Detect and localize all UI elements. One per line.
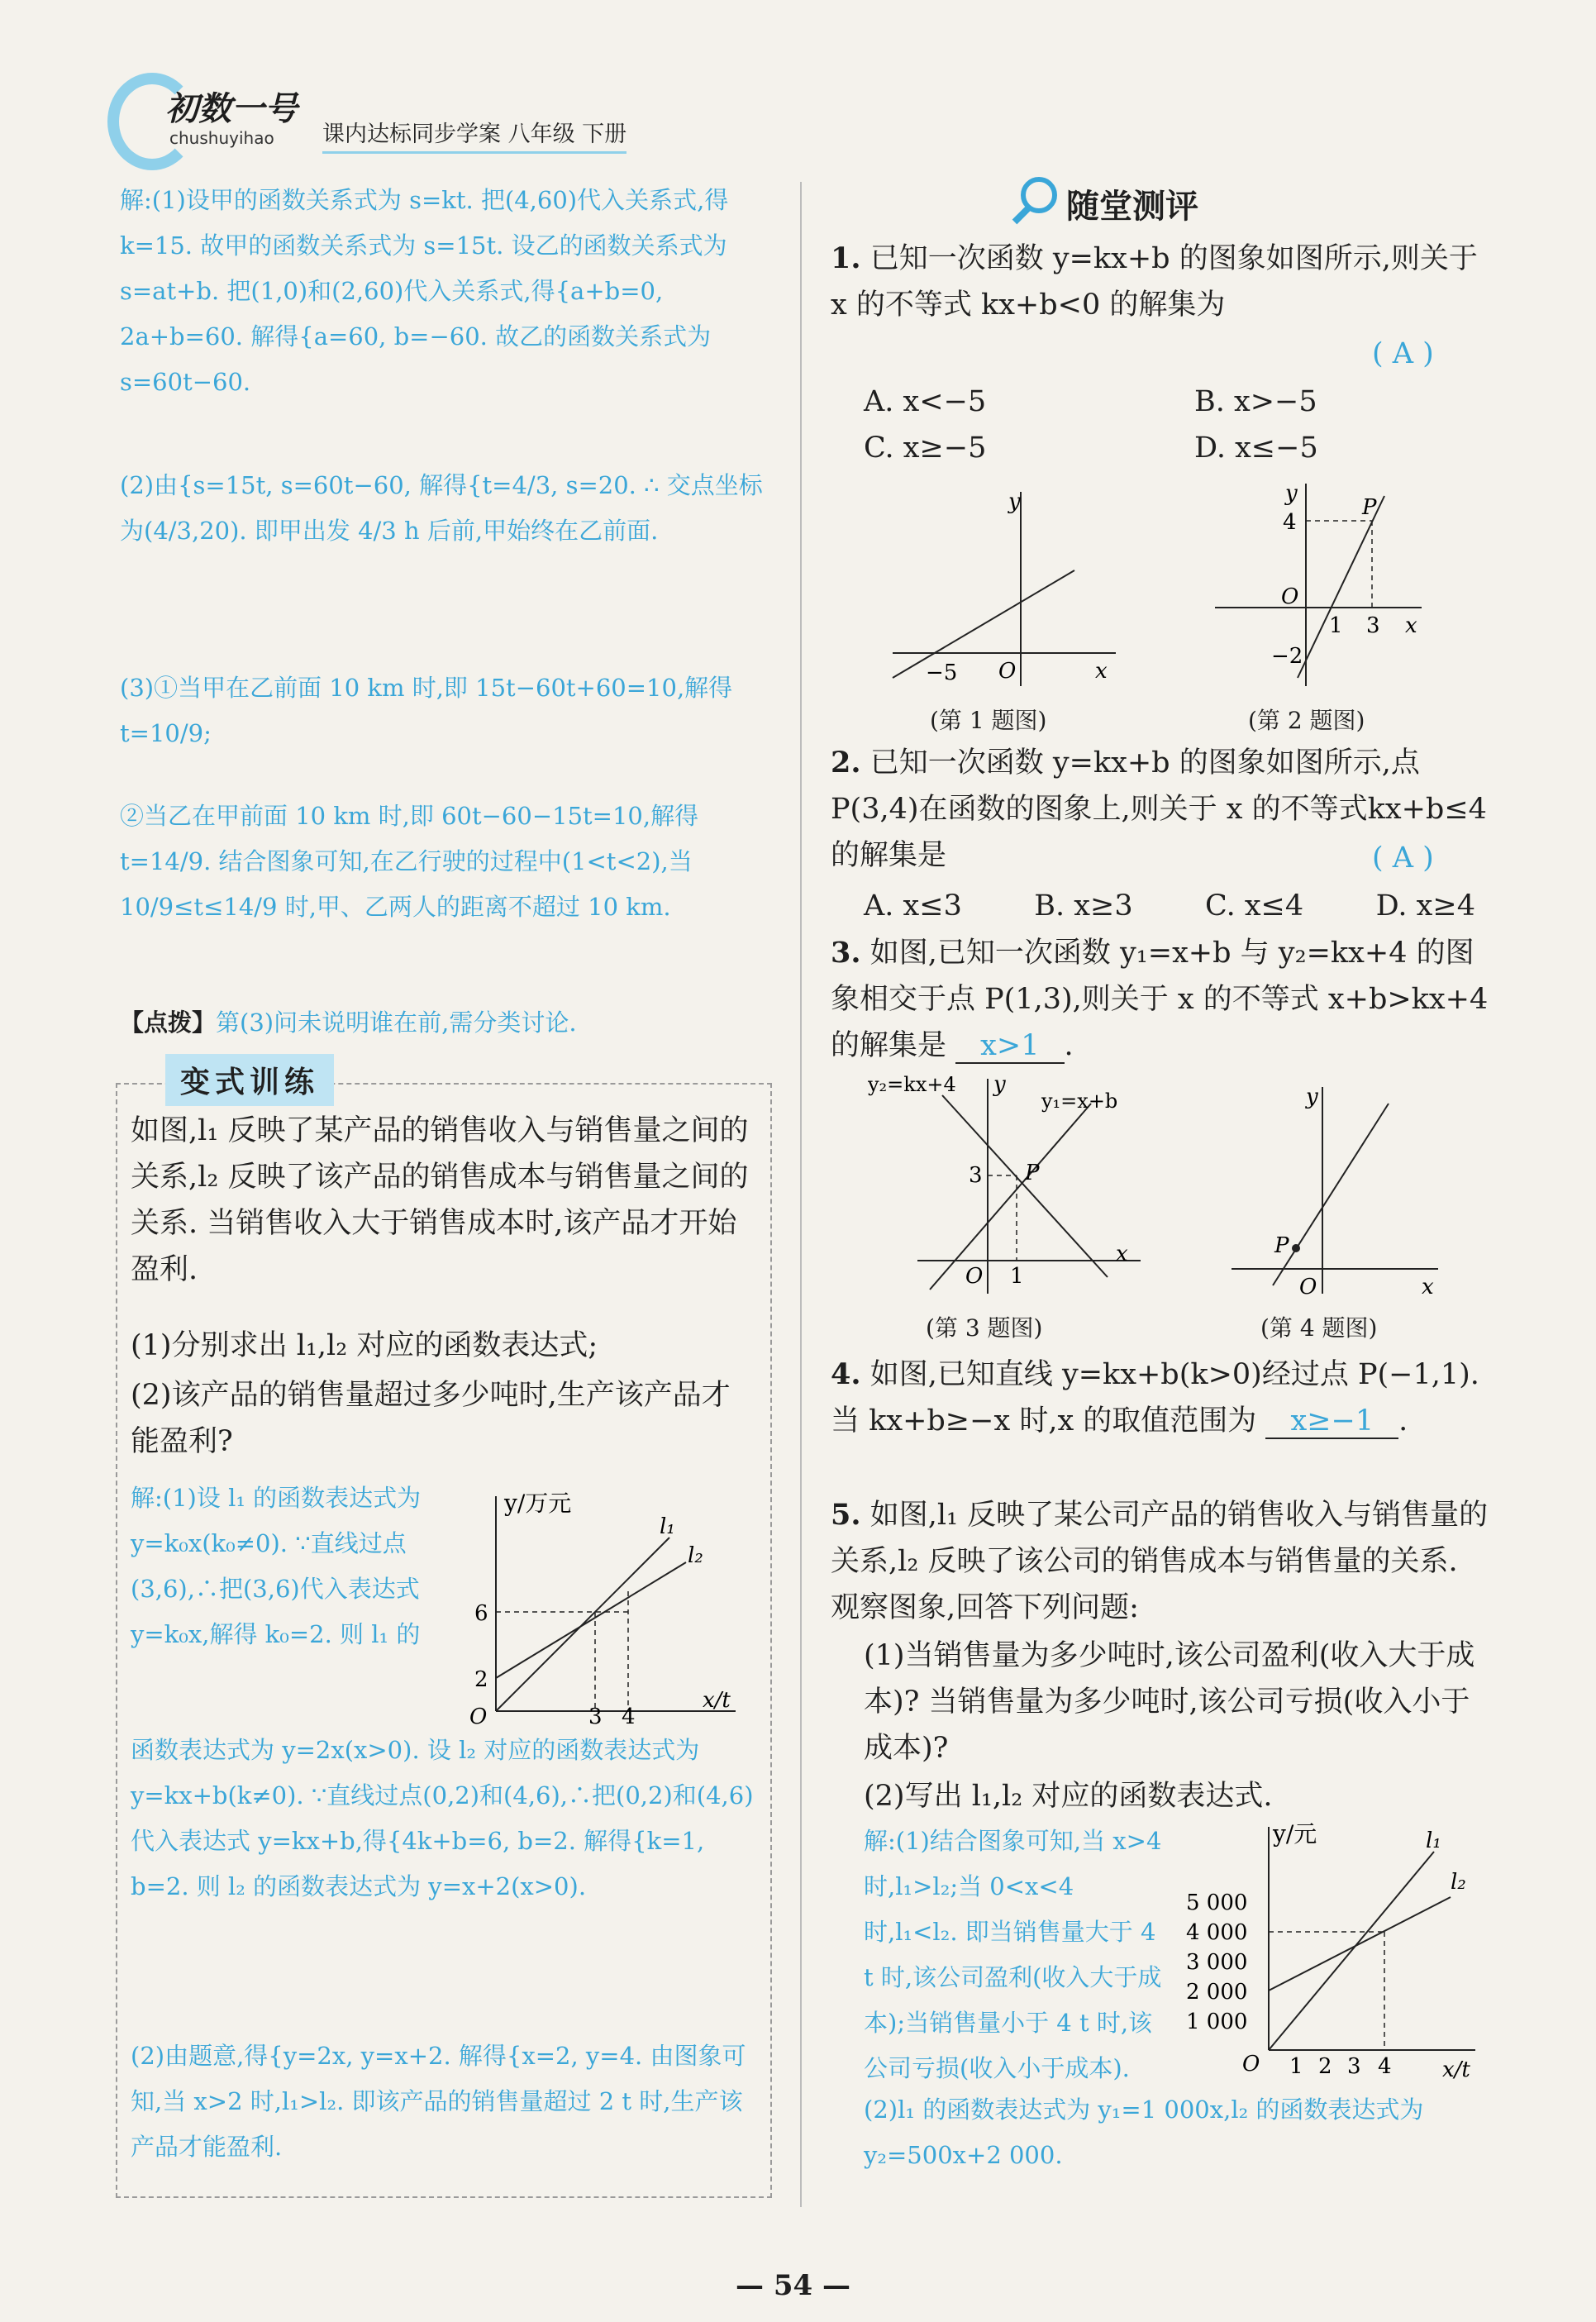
fig5-xlabel: x/t: [1442, 2057, 1470, 2082]
variant-figure: [463, 1488, 744, 1728]
figure-5: [1178, 1819, 1492, 2083]
header-subtitle: 课内达标同步学案 八年级 下册: [322, 116, 626, 154]
question-2-options: [864, 883, 1475, 929]
fig2-tick-3: 3: [1366, 613, 1380, 638]
fig5-origin: O: [1242, 2052, 1260, 2076]
question-2-text: 已知一次函数 y=kx+b 的图象如图所示,点P(3,4)在函数的图象上,则关于 x 的不等式kx+b≤4 的解集是: [831, 746, 1487, 872]
fig2-tick-4: 4: [1283, 510, 1297, 535]
variant-ylabel: y/万元: [504, 1490, 572, 1517]
q1-option-d: D. x≤−5: [1194, 432, 1318, 465]
question-5-number: 5.: [831, 1498, 861, 1532]
column-divider: [800, 182, 802, 2207]
figure-3-caption: (第 3 题图): [926, 1314, 1043, 1342]
fig2-y-label: y: [1285, 481, 1298, 506]
question-1-text: 已知一次函数 y=kx+b 的图象如图所示,则关于 x 的不等式 kx+b<0 的解集为: [831, 242, 1478, 322]
fig5-tick-x1: 1: [1289, 2054, 1303, 2079]
figure-1: [884, 488, 1124, 694]
fig5-tick-2000: 2 000: [1186, 1980, 1248, 2005]
variant-l2-label: l₂: [688, 1543, 703, 1568]
fig5-tick-4000: 4 000: [1186, 1920, 1248, 1945]
q2-option-d: D. x≥4: [1375, 889, 1475, 923]
question-3-text: 如图,已知一次函数 y₁=x+b 与 y₂=kx+4 的图象相交于点 P(1,3),则关于 x 的不等式 x+b>kx+4 的解集是: [831, 937, 1489, 1062]
question-3: 3. 如图,已知一次函数 y₁=x+b 与 y₂=kx+4 的图象相交于点 P(1,3),则关于 x 的不等式 x+b>kx+4 的解集是 x>1 .: [831, 936, 1489, 1062]
question-4-text: 如图,已知直线 y=kx+b(k>0)经过点 P(−1,1). 当 kx+b≥−x 时,x 的取值范围为: [831, 1358, 1479, 1438]
q1-option-c: C. x≥−5: [864, 432, 987, 465]
variant-answer-2: 函数表达式为 y=2x(x>0). 设 l₂ 对应的函数表达式为 y=kx+b(k≠0). ∵直线过点(0,2)和(4,6),∴把(0,2)和(4,6)代入表达式 y=kx+b,得{4k+b=6, b=2. 解得{k=1, b=2. 则 l₂ 的函数表达式为 y=x+2(x>0).: [131, 1736, 754, 1901]
figure-3: [868, 1070, 1149, 1302]
variant-xlabel: x/t: [703, 1688, 731, 1713]
figure-2: [1207, 479, 1430, 694]
tip-text: 第(3)问未说明谁在前,需分类讨论.: [216, 1008, 577, 1037]
question-1-answer: ( A ): [1372, 337, 1434, 370]
question-5-part2: (2)写出 l₁,l₂ 对应的函数表达式.: [864, 1780, 1273, 1813]
variant-tick-4: 4: [622, 1705, 636, 1728]
fig3-tick-3: 3: [969, 1163, 983, 1188]
variant-tick-6: 6: [474, 1601, 488, 1626]
tip-label: 【点拨】: [120, 1008, 217, 1037]
variant-question: 如图,l₁ 反映了某产品的销售收入与销售量之间的关系,l₂ 反映了该产品的销售成本与销售量之间的关系. 当销售收入大于销售成本时,该产品才开始盈利.: [131, 1114, 749, 1286]
figure-4: [1223, 1083, 1446, 1302]
solution-part2: (2)由{s=15t, s=60t−60, 解得{t=4/3, s=20. ∴ 交点坐标为(4/3,20). 即甲出发 4/3 h 后前,甲始终在乙前面.: [120, 471, 763, 546]
solution-part3: (3)①当甲在乙前面 10 km 时,即 15t−60t+60=10,解得 t=10/9;: [120, 674, 733, 748]
fig1-line: [893, 570, 1074, 678]
q1-option-a: A. x<−5: [864, 385, 987, 418]
variant-l1-label: l₁: [660, 1514, 675, 1539]
fig5-line-l2: [1269, 1897, 1451, 1991]
fig3-origin: O: [965, 1264, 984, 1289]
fig5-tick-x2: 2: [1318, 2054, 1332, 2079]
figure-2-caption: (第 2 题图): [1248, 707, 1365, 734]
question-3-number: 3.: [831, 936, 861, 970]
question-2-answer: ( A ): [1372, 842, 1434, 875]
question-5: [831, 1492, 1492, 1631]
answer-5-part2: (2)l₁ 的函数表达式为 y₁=1 000x,l₂ 的函数表达式为 y₂=500x+2 000.: [864, 2096, 1424, 2170]
fig5-tick-1000: 1 000: [1186, 2010, 1248, 2034]
figure-4-caption: (第 4 题图): [1260, 1314, 1378, 1342]
fig5-ylabel: y/元: [1273, 1820, 1317, 1848]
question-4: 4. 如图,已知直线 y=kx+b(k>0)经过点 P(−1,1). 当 kx+b≥−x 时,x 的取值范围为 x≥−1 .: [831, 1357, 1479, 1438]
fig1-origin: O: [998, 659, 1017, 684]
fig1-y-label: y: [1008, 489, 1021, 514]
variant-tick-2: 2: [474, 1667, 488, 1692]
question-1: [831, 236, 1492, 328]
tip-line: [120, 1000, 773, 1046]
question-1-number: 1.: [831, 241, 861, 275]
fig5-tick-3000: 3 000: [1186, 1950, 1248, 1975]
fig2-point-p: P: [1362, 495, 1377, 520]
variant-tick-3: 3: [588, 1705, 603, 1728]
fig2-tick-neg2: −2: [1271, 644, 1303, 669]
question-4-number: 4.: [831, 1357, 861, 1391]
figure-1-caption: (第 1 题图): [930, 707, 1047, 734]
solution-part4: ②当乙在甲前面 10 km 时,即 60t−60−15t=10,解得 t=14/9. 结合图象可知,在乙行驶的过程中(1<t<2),当 10/9≤t≤14/9 时,甲、乙两人的距离不超过 10 km.: [120, 802, 699, 922]
fig3-line-y2: [942, 1095, 1108, 1277]
variant-question-1: (1)分别求出 l₁,l₂ 对应的函数表达式;: [131, 1329, 598, 1362]
q2-option-a: A. x≤3: [864, 889, 962, 923]
fig3-y2-label: y₂=kx+4: [868, 1073, 956, 1096]
fig5-tick-x3: 3: [1347, 2054, 1361, 2079]
fig4-x-label: x: [1422, 1275, 1434, 1299]
fig3-point-p: P: [1025, 1161, 1040, 1185]
fig3-tick-1: 1: [1010, 1264, 1024, 1289]
fig2-tick-1: 1: [1329, 613, 1343, 638]
fig4-y-label: y: [1306, 1085, 1318, 1109]
fig3-y1-label: y₁=x+b: [1041, 1089, 1118, 1113]
question-2-number: 2.: [831, 746, 861, 780]
question-5-text: 如图,l₁ 反映了某公司产品的销售收入与销售量的关系,l₂ 反映了该公司的销售成本与销售量的关系. 观察图象,回答下列问题:: [831, 1499, 1489, 1624]
page-header: [107, 66, 686, 157]
magnifier-handle-icon: [1012, 206, 1031, 225]
logo-text: 初数一号: [165, 90, 298, 128]
fig2-x-label: x: [1405, 613, 1417, 638]
variant-answer-3: (2)由题意,得{y=2x, y=x+2. 解得{x=2, y=4. 由图象可知,当 x>2 时,l₁>l₂. 即该产品的销售量超过 2 t 时,生产该产品才能盈利.: [131, 2042, 746, 2162]
variant-question-2: (2)该产品的销售量超过多少吨时,生产该产品才能盈利?: [131, 1379, 731, 1458]
question-4-answer: x≥−1: [1265, 1404, 1398, 1439]
answer-5-part1: 解:(1)结合图象可知,当 x>4 时,l₁>l₂;当 0<x<4 时,l₁<l₂. 即当销售量大于 4 t 时,该公司盈利(收入大于成本);当销售量小于 4 t 时,该公司亏损(收入小于成本).: [864, 1827, 1162, 2083]
solution-part1: 解:(1)设甲的函数关系式为 s=kt. 把(4,60)代入关系式,得 k=15. 故甲的函数关系式为 s=15t. 设乙的函数关系式为 s=at+b. 把(1,0)和(2,60)代入关系式,得{a+b=0, 2a+b=60. 解得{a=60, b=−60. 故乙的函数关系式为 s=60t−60.: [120, 186, 729, 397]
fig4-origin: O: [1299, 1275, 1317, 1299]
q2-option-c: C. x≤4: [1205, 889, 1304, 923]
question-5-part1: (1)当销售量为多少吨时,该公司盈利(收入大于成本)? 当销售量为多少吨时,该公司亏损(收入小于成本)?: [864, 1639, 1475, 1765]
quiz-title: 随堂测评: [1066, 188, 1198, 226]
q1-option-b: B. x>−5: [1194, 385, 1317, 418]
fig2-origin: O: [1281, 584, 1299, 609]
fig1-tick-neg5: −5: [926, 660, 958, 685]
fig5-l2-label: l₂: [1451, 1870, 1466, 1895]
variant-origin: O: [469, 1705, 488, 1728]
logo-pinyin: chushuyihao: [169, 128, 274, 148]
question-3-answer: x>1: [955, 1029, 1064, 1064]
fig3-y-label: y: [993, 1072, 1006, 1097]
q2-option-b: B. x≥3: [1034, 889, 1133, 923]
fig5-tick-x4: 4: [1378, 2054, 1392, 2079]
fig5-l1-label: l₁: [1426, 1829, 1441, 1853]
variant-line-l2: [496, 1562, 686, 1678]
variant-training-title: 变式训练: [165, 1054, 334, 1106]
fig5-tick-5000: 5 000: [1186, 1890, 1248, 1915]
variant-answer-1: 解:(1)设 l₁ 的函数表达式为 y=k₀x(k₀≠0). ∵直线过点(3,6),∴把(3,6)代入表达式 y=k₀x,解得 k₀=2. 则 l₁ 的: [131, 1484, 422, 1649]
fig1-x-label: x: [1095, 659, 1108, 684]
fig4-point-dot: [1292, 1244, 1300, 1252]
question-1-options: [864, 379, 1475, 471]
fig5-line-l1: [1269, 1852, 1434, 2050]
fig4-point-p: P: [1274, 1233, 1289, 1258]
fig3-x-label: x: [1116, 1242, 1128, 1266]
page-number: — 54 —: [736, 2269, 850, 2302]
fig4-line: [1273, 1104, 1389, 1285]
fig3-line-y1: [930, 1104, 1091, 1290]
